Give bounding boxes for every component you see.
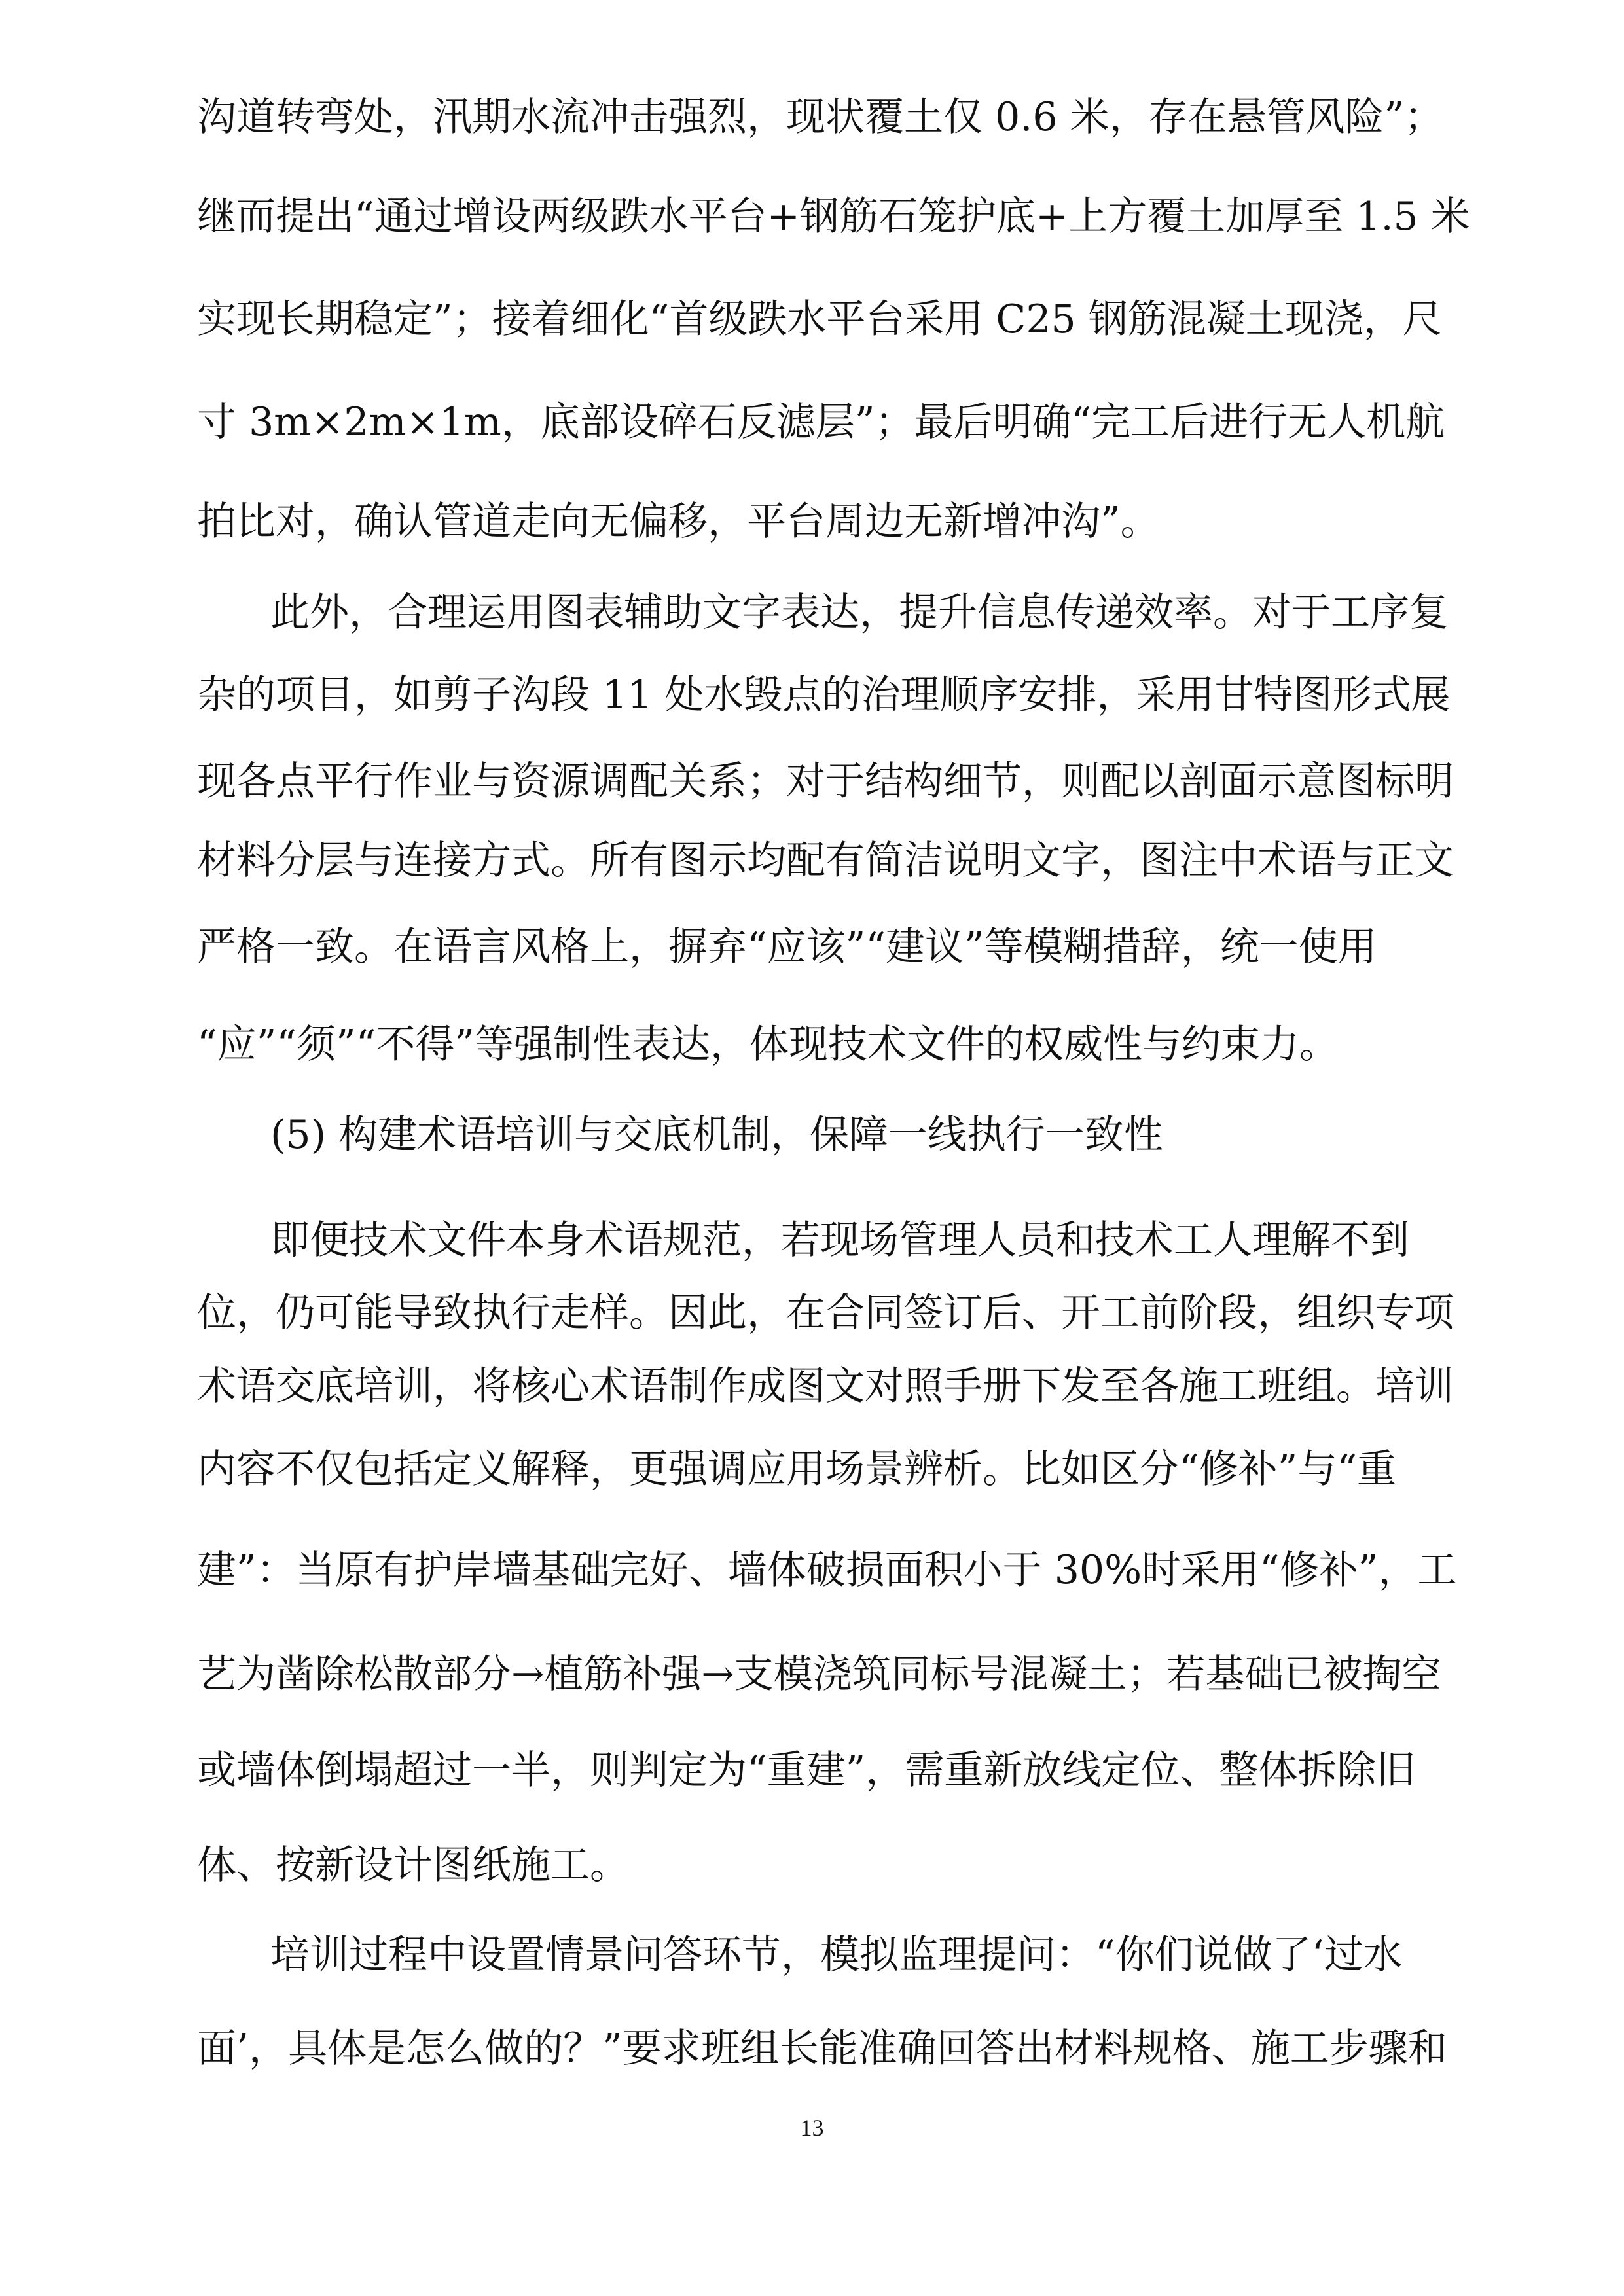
text-line: 沟道转弯处，汛期水流冲击强烈，现状覆土仅 0.6 米，存在悬管风险”；: [197, 94, 1444, 140]
text-line: 艺为凿除松散部分→植筋补强→支模浇筑同标号混凝土；若基础已被掏空: [197, 1651, 1441, 1697]
text-line: 实现长期稳定”；接着细化“首级跌水平台采用 C25 钢筋混凝土现浇，尺: [197, 296, 1442, 342]
text-line: 材料分层与连接方式。所有图示均配有简洁说明文字，图注中术语与正文: [197, 838, 1454, 884]
text-line: 或墙体倒塌超过一半，则判定为“重建”，需重新放线定位、整体拆除旧: [197, 1748, 1416, 1793]
text-line: 位，仍可能导致执行走样。因此，在合同签订后、开工前阶段，组织专项: [197, 1290, 1454, 1336]
page-number: 13: [800, 2115, 824, 2141]
text-line: 建”：当原有护岸墙基础完好、墙体破损面积小于 30%时采用“修补”，工: [197, 1547, 1457, 1593]
text-line: 拍比对，确认管道走向无偏移，平台周边无新增冲沟”。: [197, 499, 1160, 545]
text-line: 面’，具体是怎么做的？”要求班组长能准确回答出材料规格、施工步骤和: [197, 2026, 1447, 2072]
text-line: 严格一致。在语言风格上，摒弃“应该”“建议”等模糊措辞，统一使用: [197, 924, 1377, 970]
section-heading: (5) 构建术语培训与交底机制，保障一线执行一致性: [270, 1112, 1164, 1158]
text-line: 内容不仅包括定义解释，更强调应用场景辨析。比如区分“修补”与“重: [197, 1446, 1397, 1492]
paragraph-start-line: 即便技术文件本身术语规范，若现场管理人员和技术工人理解不到: [270, 1217, 1409, 1263]
text-line: 术语交底培训，将核心术语制作成图文对照手册下发至各施工班组。培训: [197, 1363, 1454, 1409]
paragraph-start-line: 此外，合理运用图表辅助文字表达，提升信息传递效率。对于工序复: [270, 590, 1449, 636]
text-line: 继而提出“通过增设两级跌水平台+钢筋石笼护底+上方覆土加厚至 1.5 米: [197, 194, 1470, 240]
text-line: 体、按新设计图纸施工。: [197, 1842, 629, 1888]
paragraph-start-line: 培训过程中设置情景问答环节，模拟监理提问：“你们说做了‘过水: [270, 1932, 1403, 1978]
text-line: 杂的项目，如剪子沟段 11 处水毁点的治理顺序安排，采用甘特图形式展: [197, 672, 1451, 718]
text-line: “应”“须”“不得”等强制性表达，体现技术文件的权威性与约束力。: [197, 1022, 1339, 1067]
text-line: 寸 3m×2m×1m，底部设碎石反滤层”；最后明确“完工后进行无人机航: [197, 399, 1445, 445]
text-line: 现各点平行作业与资源调配关系；对于结构细节，则配以剖面示意图标明: [197, 759, 1454, 804]
